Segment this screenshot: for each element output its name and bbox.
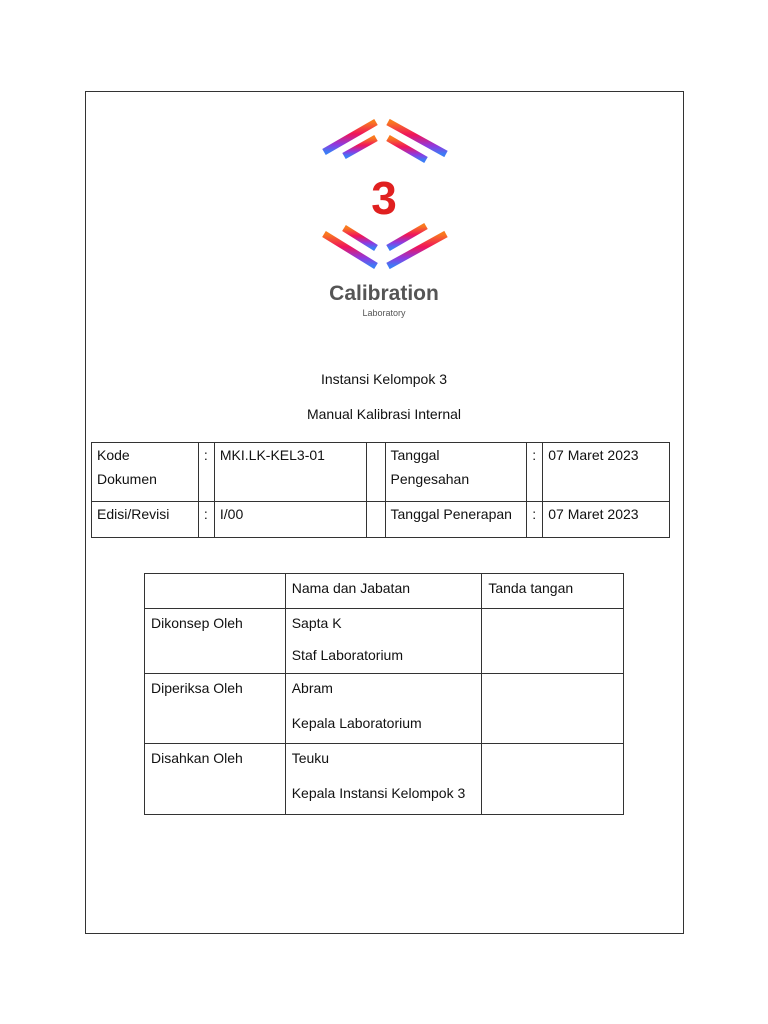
person-name: Abram	[291, 680, 333, 696]
role-cell: Diperiksa Oleh	[145, 674, 286, 744]
logo-digit: 3	[371, 172, 397, 224]
table-row	[145, 744, 624, 815]
separator: :	[527, 443, 543, 502]
table-row	[92, 443, 670, 502]
role-cell: Dikonsep Oleh	[145, 609, 286, 674]
calibration-logo-icon	[316, 116, 452, 272]
name-cell	[285, 609, 482, 674]
signature-cell	[482, 674, 624, 744]
header-cell: Nama dan Jabatan	[285, 574, 482, 609]
separator: :	[198, 502, 214, 538]
effective-date-value: 07 Maret 2023	[543, 502, 670, 538]
person-position: Kepala Laboratorium	[291, 715, 422, 731]
edition-value: I/00	[214, 502, 366, 538]
header-cell: Tanda tangan	[482, 574, 624, 609]
approval-date-label: Tanggal Pengesahan	[385, 443, 527, 502]
empty-cell	[366, 502, 385, 538]
table-row	[92, 502, 670, 538]
document-title: Manual Kalibrasi Internal	[306, 406, 462, 422]
role-cell: Disahkan Oleh	[145, 744, 286, 815]
table-row	[145, 674, 624, 744]
separator: :	[527, 502, 543, 538]
logo-name: Calibration	[329, 282, 439, 305]
document-info-table	[91, 442, 670, 538]
approval-table	[144, 573, 624, 815]
doc-code-value: MKI.LK-KEL3-01	[214, 443, 366, 502]
name-cell	[285, 744, 482, 815]
person-position: Kepala Instansi Kelompok 3	[291, 785, 466, 801]
table-row	[145, 609, 624, 674]
name-cell	[285, 674, 482, 744]
empty-cell	[366, 443, 385, 502]
signature-cell	[482, 609, 624, 674]
table-header-row	[145, 574, 624, 609]
edition-label: Edisi/Revisi	[92, 502, 199, 538]
approval-date-value: 07 Maret 2023	[543, 443, 670, 502]
institution-name: Instansi Kelompok 3	[320, 371, 448, 387]
doc-code-label: Kode Dokumen	[92, 443, 199, 502]
effective-date-label: Tanggal Penerapan	[385, 502, 527, 538]
person-name: Teuku	[291, 750, 330, 766]
header-cell	[145, 574, 286, 609]
signature-cell	[482, 744, 624, 815]
separator: :	[198, 443, 214, 502]
logo-subtitle: Laboratory	[362, 308, 406, 318]
person-position: Staf Laboratorium	[291, 647, 404, 663]
person-name: Sapta K	[291, 615, 342, 631]
